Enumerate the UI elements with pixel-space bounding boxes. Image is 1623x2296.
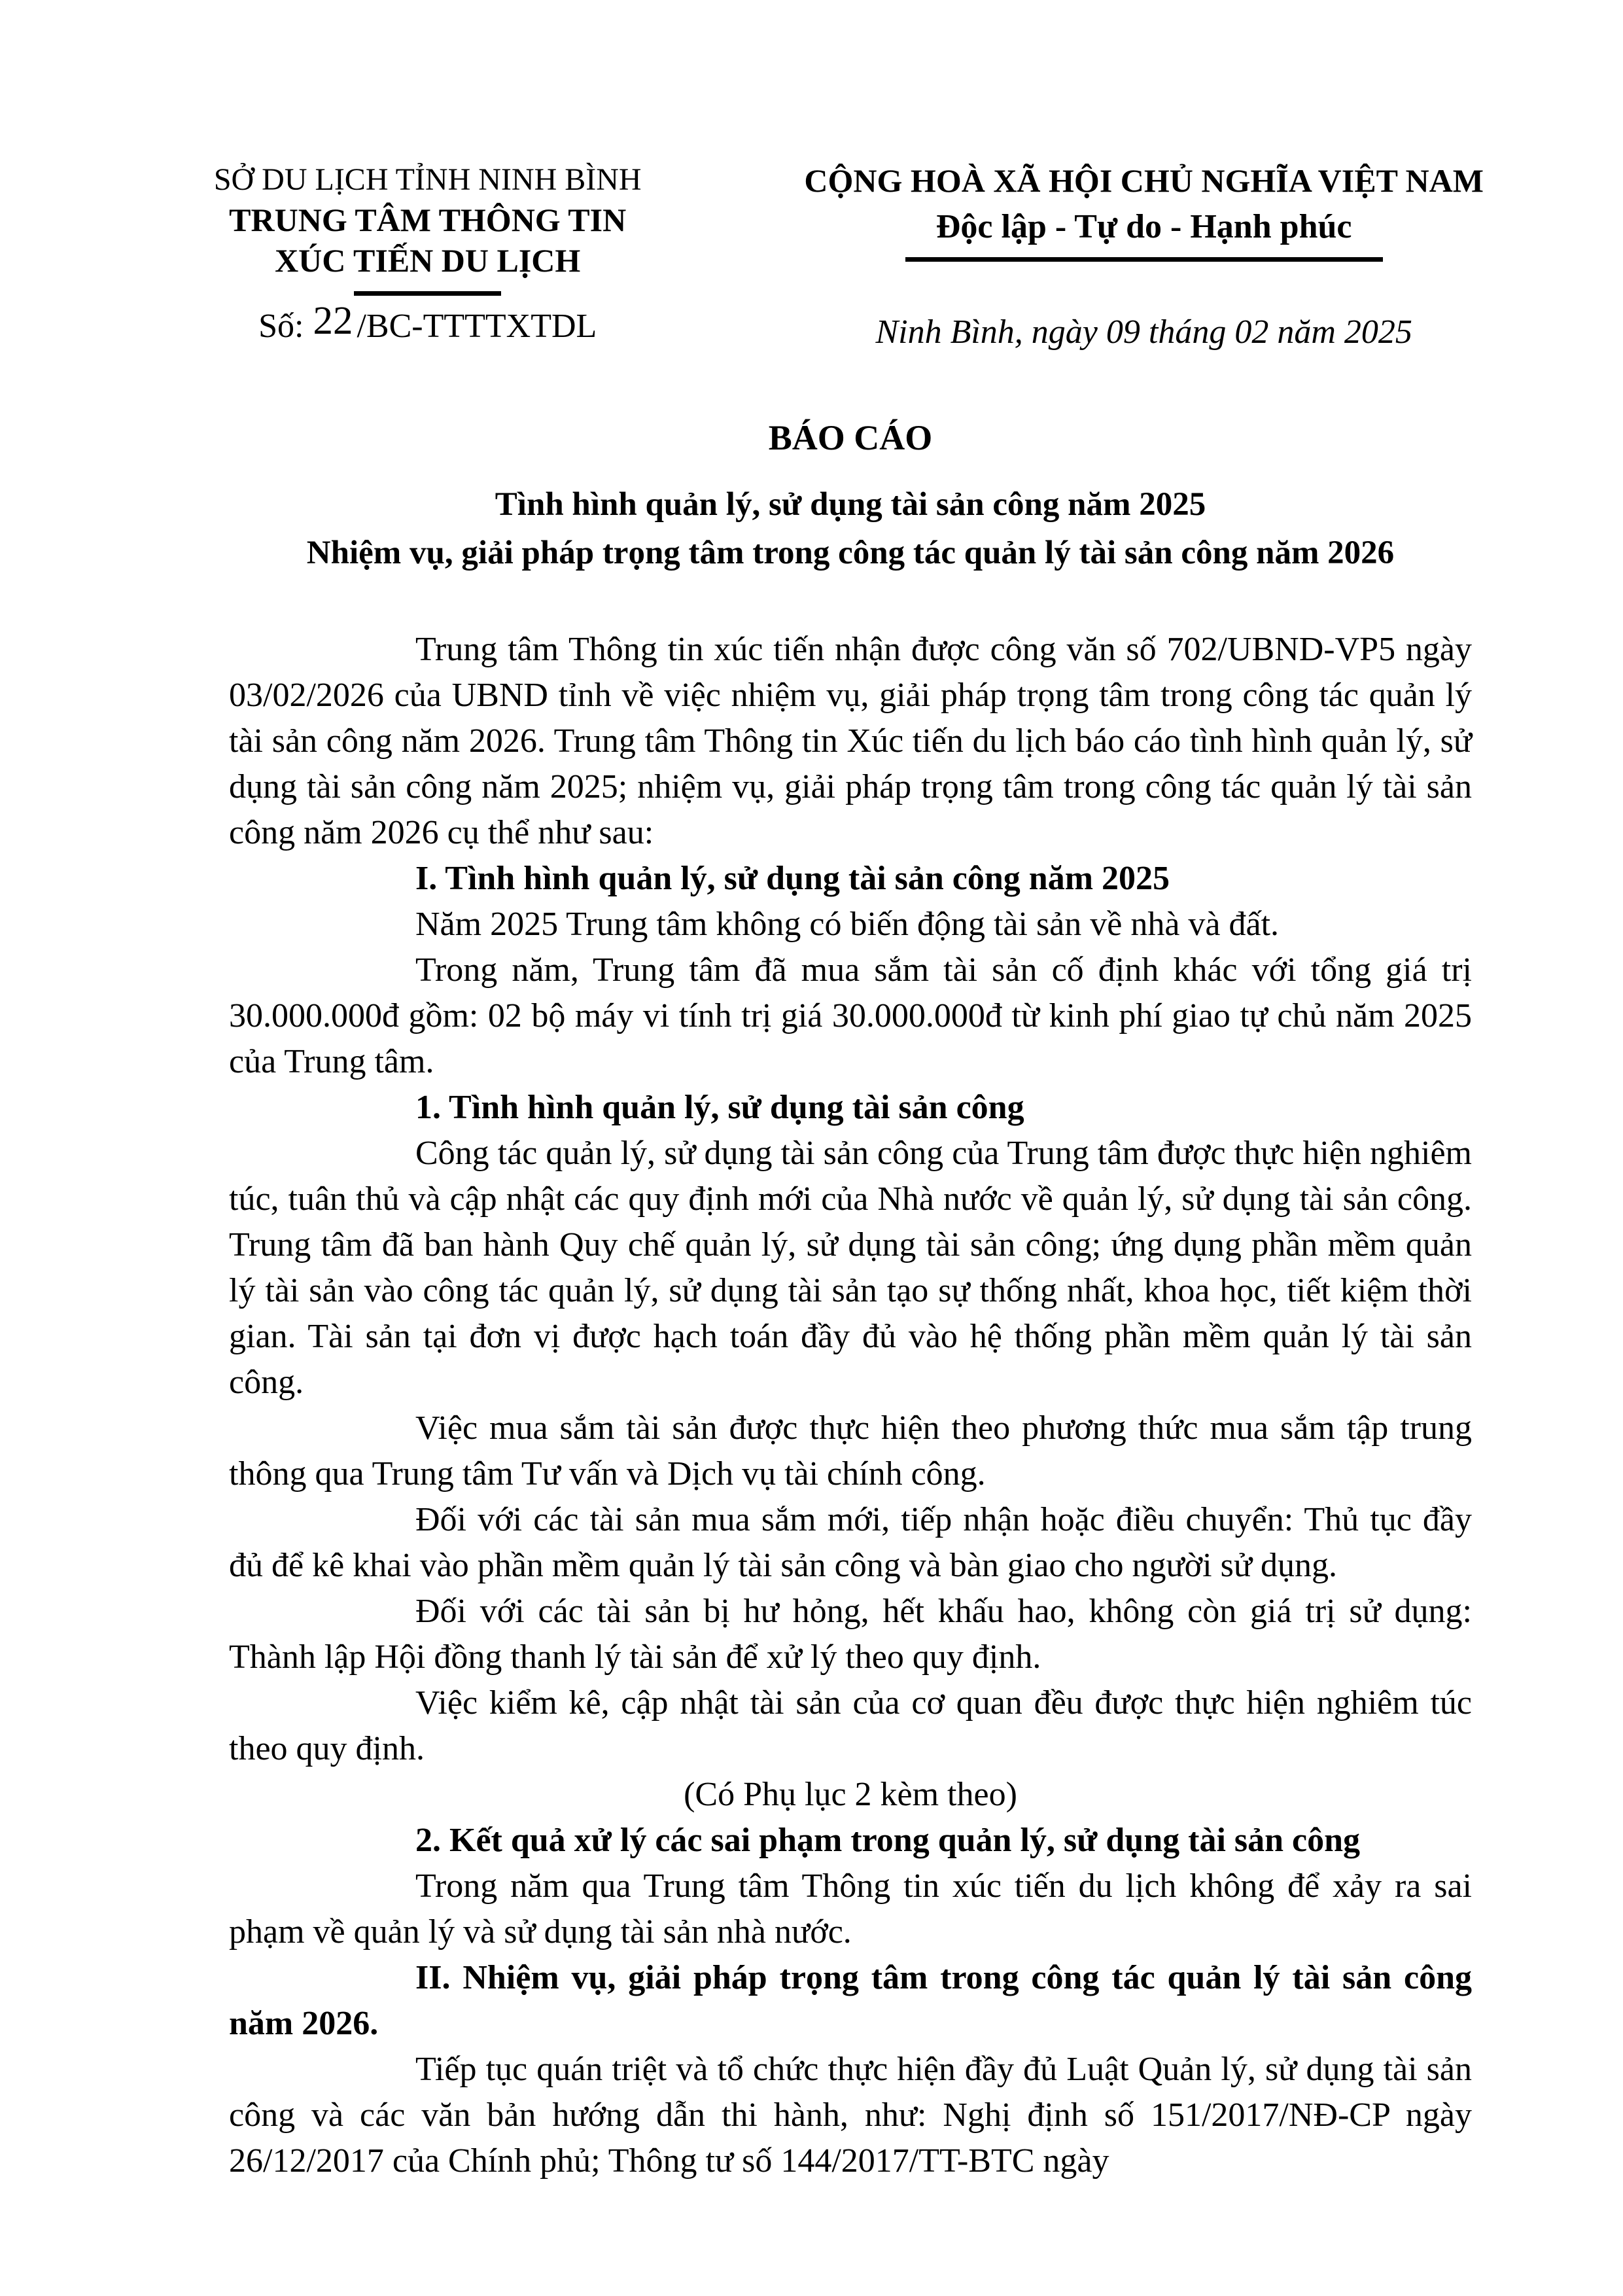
body-paragraph: Tiếp tục quán triệt và tổ chức thực hiện đầy đủ Luật Quản lý, sử dụng tài sản công và các văn bản hướng dẫn thi hành, như: Nghị định số 151/2017/NĐ-CP ngày 26/12/2017 của Chính phủ; Thông tư số 144/2017/TT-BTC ngày [229,2051,1472,2180]
report-body [229,627,1472,2184]
report-title-block [229,412,1472,577]
issuing-agency-block [98,160,757,352]
body-paragraph: Năm 2025 Trung tâm không có biến động tài sản về nhà và đất. [415,906,1280,943]
report-subtitle-line1: Tình hình quản lý, sử dụng tài sản công năm 2025 [495,486,1206,523]
body-paragraph: Đối với các tài sản bị hư hỏng, hết khấu hao, không còn giá trị sử dụng: Thành lập Hội đồng thanh lý tài sản để xử lý theo quy định. [229,1593,1472,1676]
report-title: BÁO CÁO [768,418,933,457]
body-paragraph: Trong năm qua Trung tâm Thông tin xúc tiến du lịch không để xảy ra sai phạm về quản lý và sử dụng tài sản nhà nước. [229,1867,1472,1951]
national-motto-line1: CỘNG HOÀ XÃ HỘI CHỦ NGHĨA VIỆT NAM [804,162,1484,199]
document-header [98,160,1531,352]
section-heading: II. Nhiệm vụ, giải pháp trọng tâm trong công tác quản lý tài sản công năm 2026. [229,1959,1472,2042]
agency-name-line2: XÚC TIẾN DU LỊCH [275,242,581,279]
national-motto-block [757,160,1531,352]
section-heading: 1. Tình hình quản lý, sử dụng tài sản công [415,1089,1024,1126]
document-number-prefix: Số: [258,308,304,345]
report-subtitle-line2: Nhiệm vụ, giải pháp trọng tâm trong công tác quản lý tài sản công năm 2026 [306,535,1395,571]
national-motto-line2: Độc lập - Tự do - Hạnh phúc [935,208,1352,245]
motto-divider-rule [905,257,1383,262]
body-paragraph: Việc mua sắm tài sản được thực hiện theo phương thức mua sắm tập trung thông qua Trung tâm Tư vấn và Dịch vụ tài chính công. [229,1409,1472,1492]
agency-name-line1: TRUNG TÂM THÔNG TIN [229,202,627,238]
body-paragraph: Việc kiểm kê, cập nhật tài sản của cơ quan đều được thực hiện nghiêm túc theo quy định. [229,1684,1472,1767]
section-heading: 2. Kết quả xử lý các sai phạm trong quản lý, sử dụng tài sản công [415,1822,1361,1859]
document-number [98,299,757,346]
body-paragraph: Đối với các tài sản mua sắm mới, tiếp nhận hoặc điều chuyển: Thủ tục đầy đủ để kê khai vào phần mềm quản lý tài sản công và bàn giao cho người sử dụng. [229,1501,1472,1584]
document-number-value: 22 [313,299,353,343]
section-heading: I. Tình hình quản lý, sử dụng tài sản công năm 2025 [415,860,1170,897]
place-and-date: Ninh Bình, ngày 09 tháng 02 năm 2025 [875,313,1412,351]
parent-agency-name: SỞ DU LỊCH TỈNH NINH BÌNH [213,162,642,197]
centered-note: (Có Phụ lục 2 kèm theo) [684,1776,1017,1813]
body-paragraph: Trung tâm Thông tin xúc tiến nhận được công văn số 702/UBND-VP5 ngày 03/02/2026 của UBND tỉnh về việc nhiệm vụ, giải pháp trọng tâm trong công tác quản lý tài sản công năm 2026. Trung tâm Thông tin Xúc tiến du lịch báo cáo tình hình quản lý, sử dụng tài sản công năm 2025; nhiệm vụ, giải pháp trọng tâm trong công tác quản lý tài sản công năm 2026 cụ thể như sau: [229,631,1472,851]
agency-divider-rule [354,291,501,296]
document-number-suffix: /BC-TTTTXTDL [357,308,597,345]
body-paragraph: Công tác quản lý, sử dụng tài sản công của Trung tâm được thực hiện nghiêm túc, tuân thủ và cập nhật các quy định mới của Nhà nước về quản lý, sử dụng tài sản công. Trung tâm đã ban hành Quy chế quản lý, sử dụng tài sản công; ứng dụng phần mềm quản lý tài sản vào công tác quản lý, sử dụng tài sản tạo sự thống nhất, khoa học, tiết kiệm thời gian. Tài sản tại đơn vị được hạch toán đầy đủ vào hệ thống phần mềm quản lý tài sản công. [229,1135,1472,1401]
body-paragraph: Trong năm, Trung tâm đã mua sắm tài sản cố định khác với tổng giá trị 30.000.000đ gồm: 02 bộ máy vi tính trị giá 30.000.000đ từ kinh phí giao tự chủ năm 2025 của Trung tâm. [229,951,1472,1080]
